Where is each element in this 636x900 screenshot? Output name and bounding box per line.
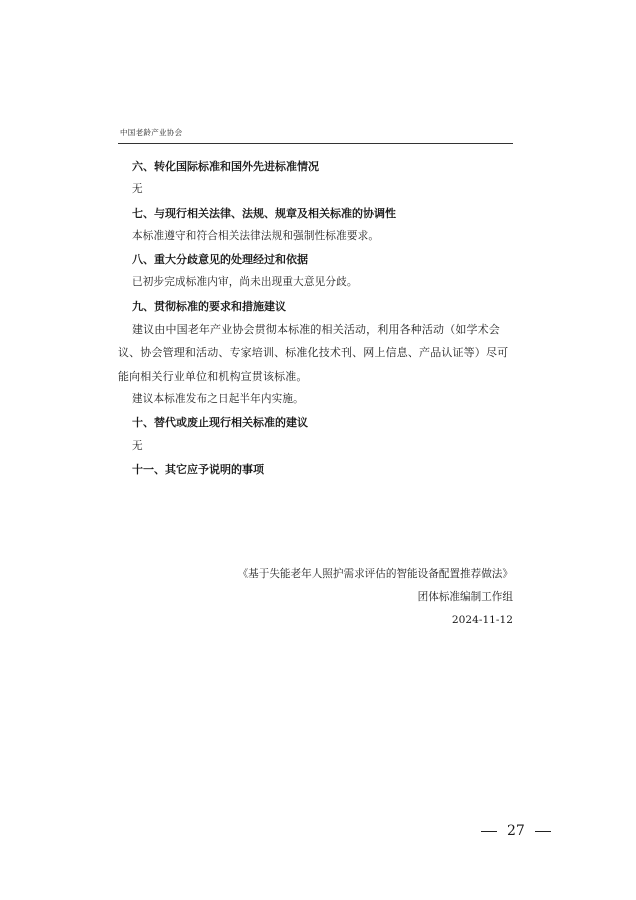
signature-block [238, 563, 513, 632]
page-number-dash-left [481, 831, 497, 832]
page-number-dash-right [535, 831, 551, 832]
signature-document-title: 《基于失能老年人照护需求评估的智能设备配置推荐做法》 [237, 568, 513, 580]
page-number: 27 [507, 823, 525, 839]
document-body [118, 155, 513, 481]
section-6-heading: 六、转化国际标准和国外先进标准情况 [132, 160, 319, 173]
section-10-heading: 十、替代或废止现行相关标准的建议 [132, 416, 308, 430]
section-8-body: 已初步完成标准内审，尚未出现重大意见分歧。 [132, 276, 358, 289]
signature-group: 团体标准编制工作组 [417, 591, 513, 603]
section-7-heading: 七、与现行相关法律、法规、规章及相关标准的协调性 [132, 206, 396, 220]
section-9-paragraph-line: 能向相关行业单位和机构宣贯该标准。 [118, 369, 308, 383]
page-header-org: 中国老龄产业协会 [120, 128, 183, 137]
section-6-body: 无 [132, 183, 143, 196]
header-divider [118, 143, 513, 144]
signature-date: 2024-11-12 [451, 614, 513, 626]
section-7-body: 本标准遵守和符合相关法律法规和强制性标准要求。 [132, 229, 380, 242]
section-9-paragraph-line: 议、协会管理和活动、专家培训、标准化技术刊、网上信息、产品认证等）尽可 [118, 346, 509, 360]
section-8-heading: 八、重大分歧意见的处理经过和依据 [132, 253, 308, 267]
page-number-footer [481, 823, 551, 839]
section-9-heading: 九、贯彻标准的要求和措施建议 [132, 299, 286, 313]
section-9-paragraph [118, 318, 513, 388]
section-11-heading: 十一、其它应予说明的事项 [132, 462, 264, 476]
section-10-body: 无 [132, 439, 143, 452]
section-9-paragraph-line: 建议由中国老年产业协会贯彻本标准的相关活动，利用各种活动（如学术会 [132, 323, 500, 337]
section-9-body-implementation: 建议本标准发布之日起半年内实施。 [132, 392, 304, 405]
